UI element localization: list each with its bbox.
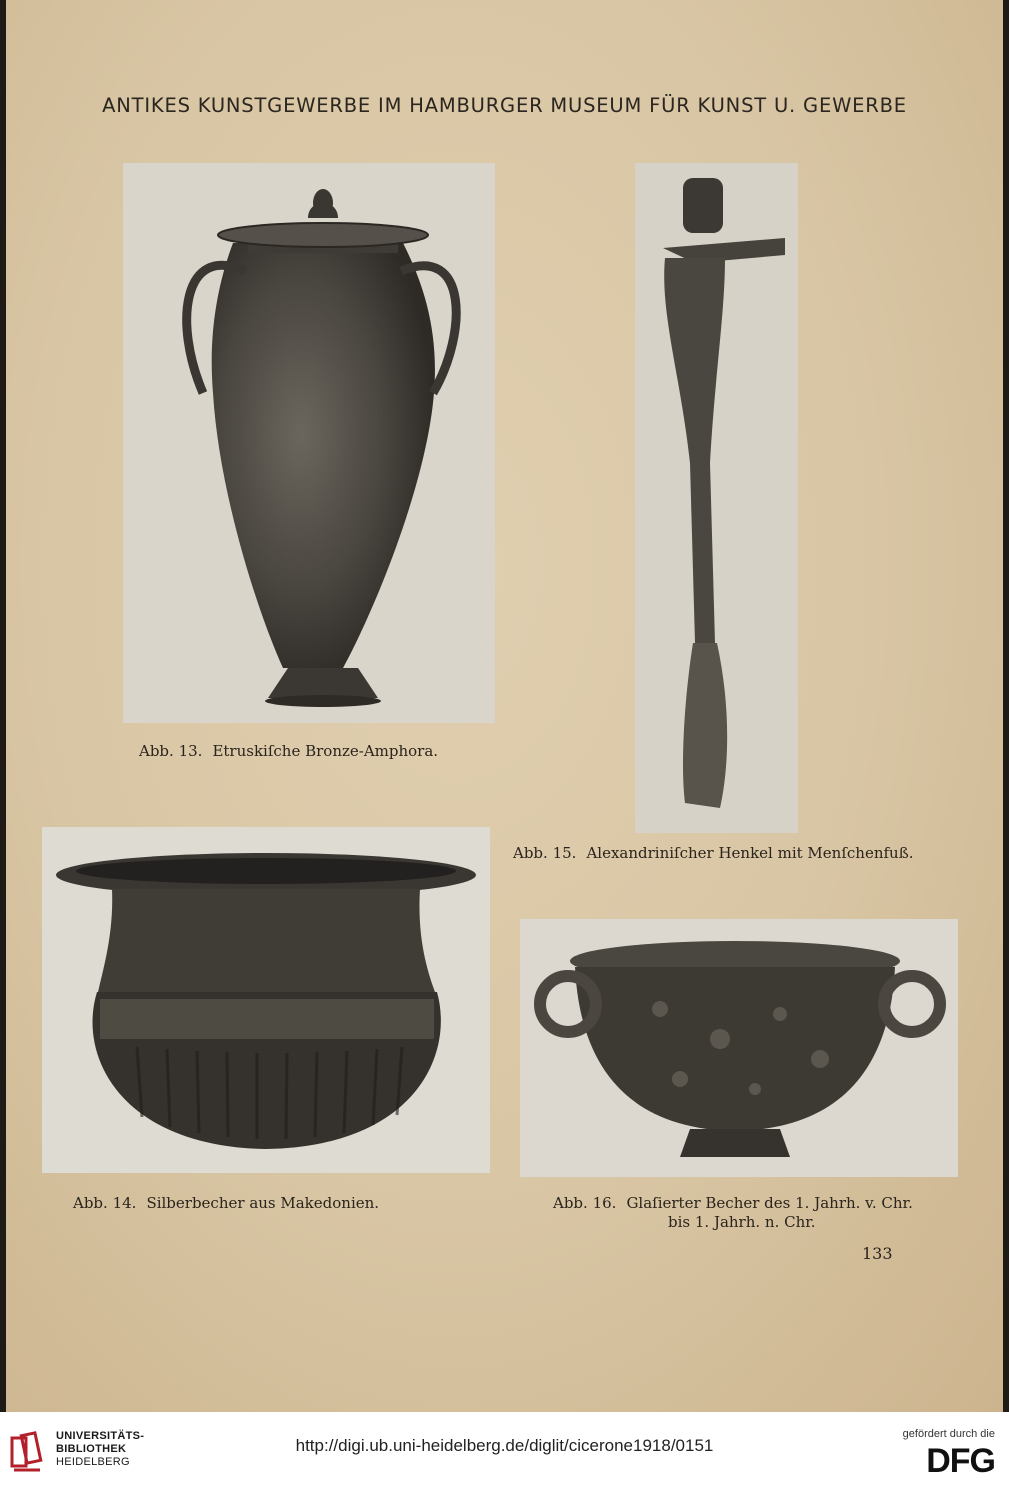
bronze-amphora-image [123,163,495,723]
page-number: 133 [862,1244,893,1263]
figure-16-caption [553,1194,913,1212]
funded-by-label: gefördert durch die [902,1428,995,1440]
figure-14-photo [42,827,490,1173]
book-page [6,0,1003,1412]
running-header: ANTIKES KUNSTGEWERBE IM HAMBURGER MUSEUM FÜR KUNST U. GEWERBE [102,94,907,117]
figure-13-photo [123,163,495,723]
dfg-logo: DFG [926,1442,995,1480]
figure-16-photo [520,919,958,1177]
source-url-link[interactable]: http://digi.ub.uni-heidelberg.de/diglit/cicerone1918/0151 [295,1436,714,1455]
figure-15-text: Alexandriniſcher Henkel mit Menſchenfuß. [586,844,914,862]
silver-cup-image [42,827,490,1173]
figure-16-caption-line2: bis 1. Jahrh. n. Chr. [668,1213,816,1231]
figure-16-text: Glaſierter Becher des 1. Jahrh. v. Chr. [626,1194,913,1212]
library-name-line1: UNIVERSITÄTS- [56,1430,145,1442]
figure-13-caption [139,742,438,760]
figure-15-photo [635,163,798,833]
figure-15-number: Abb. 15. [513,844,577,862]
library-name-line2: BIBLIOTHEK [56,1443,127,1455]
figure-13-number: Abb. 13. [139,742,203,760]
figure-14-caption [73,1194,379,1212]
figure-14-text: Silberbecher aus Makedonien. [146,1194,380,1212]
figure-13-text: Etruskiſche Bronze-Amphora. [212,742,439,760]
figure-15-caption [513,844,913,862]
library-name-line3: HEIDELBERG [56,1456,130,1468]
alexandrian-handle-image [635,163,798,833]
digitization-footer [0,1412,1009,1486]
glazed-cup-image [520,919,958,1177]
figure-14-number: Abb. 14. [73,1194,137,1212]
figure-16-number: Abb. 16. [553,1194,617,1212]
